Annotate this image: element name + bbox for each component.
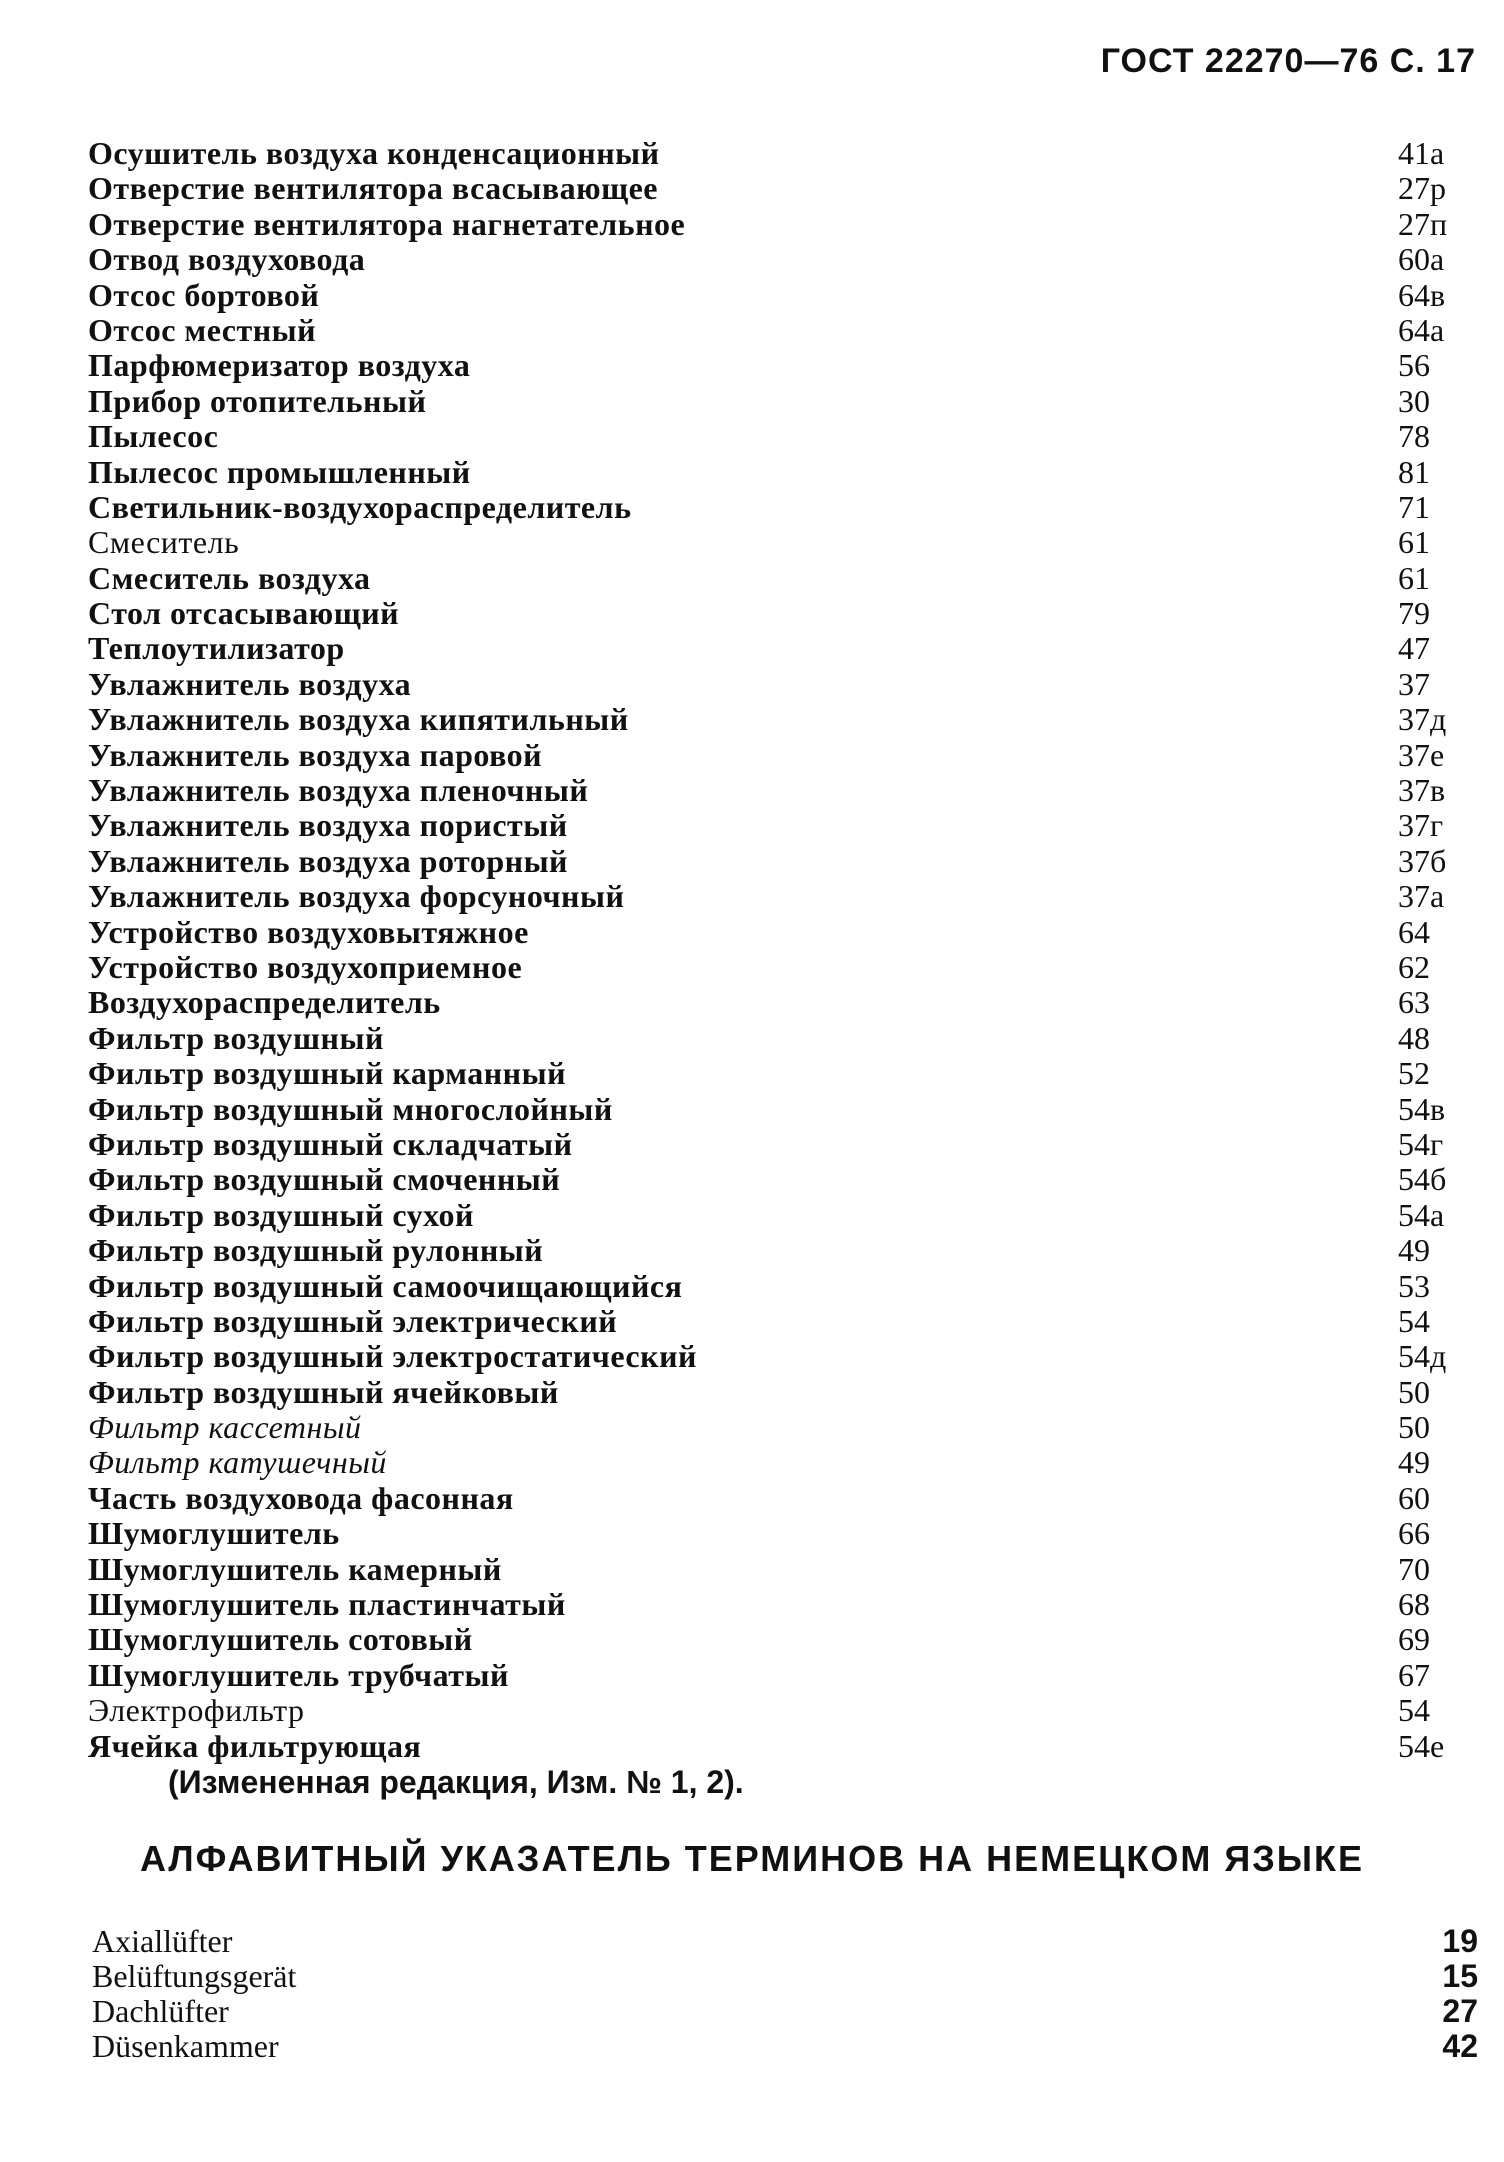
index-term: Фильтр воздушный карманный [88, 1055, 567, 1092]
index-number: 64 [1398, 913, 1430, 950]
index-number: 54 [1398, 1302, 1430, 1339]
index-number: 64в [1398, 276, 1446, 313]
german-term-index [92, 1924, 1478, 2064]
index-row [88, 1587, 1478, 1622]
index-number: 42 [1442, 2028, 1478, 2064]
index-number: 68 [1398, 1586, 1430, 1623]
index-number: 52 [1398, 1055, 1430, 1092]
index-row [88, 1056, 1478, 1091]
index-term: Воздухораспределитель [88, 984, 441, 1021]
index-term: Фильтр воздушный электрический [88, 1302, 618, 1339]
index-term: Шумоглушитель пластинчатый [88, 1586, 566, 1623]
index-number: 54 [1398, 1692, 1430, 1729]
index-term: Шумоглушитель сотовый [88, 1621, 473, 1658]
index-row [88, 596, 1478, 631]
index-term: Шумоглушитель трубчатый [88, 1656, 509, 1693]
index-number: 54а [1398, 1196, 1445, 1233]
index-number: 63 [1398, 984, 1430, 1021]
index-term: Фильтр воздушный смоченный [88, 1161, 561, 1198]
index-term: Ячейка фильтрующая [88, 1727, 422, 1764]
index-term: Пылесос [88, 418, 219, 455]
index-number: 64а [1398, 311, 1445, 348]
index-row [88, 1233, 1478, 1268]
index-number: 53 [1398, 1267, 1430, 1304]
index-row [88, 1092, 1478, 1127]
index-number: 49 [1398, 1444, 1430, 1481]
index-term: Устройство воздухоприемное [88, 948, 523, 985]
index-row [88, 1269, 1478, 1304]
index-row [88, 171, 1478, 206]
index-number: 54в [1398, 1090, 1446, 1127]
index-row [88, 1021, 1478, 1056]
index-row [88, 242, 1478, 277]
index-row [88, 384, 1478, 419]
index-row [88, 985, 1478, 1020]
index-row [88, 1658, 1478, 1693]
index-row [88, 915, 1478, 950]
index-term: Фильтр воздушный складчатый [88, 1125, 573, 1162]
index-row [92, 2029, 1478, 2064]
index-term: Фильтр кассетный [88, 1409, 362, 1446]
index-number: 37 [1398, 665, 1430, 702]
index-number: 61 [1398, 559, 1430, 596]
index-row [88, 1127, 1478, 1162]
index-number: 54г [1398, 1125, 1444, 1162]
index-row [88, 738, 1478, 773]
index-number: 66 [1398, 1515, 1430, 1552]
revision-note: (Измененная редакция, Изм. № 1, 2). [168, 1763, 744, 1800]
index-number: 69 [1398, 1621, 1430, 1658]
index-row [88, 1410, 1478, 1445]
index-number: 50 [1398, 1409, 1430, 1446]
index-term: Отсос местный [88, 311, 317, 348]
index-row [88, 1375, 1478, 1410]
index-number: 71 [1398, 488, 1430, 525]
index-number: 79 [1398, 595, 1430, 632]
index-number: 54б [1398, 1161, 1447, 1198]
index-number: 41а [1398, 135, 1445, 171]
index-row [88, 419, 1478, 454]
index-term: Шумоглушитель [88, 1515, 340, 1552]
index-term: Электрофильтр [88, 1692, 305, 1729]
index-term: Фильтр катушечный [88, 1444, 387, 1481]
index-row [88, 1304, 1478, 1339]
index-number: 70 [1398, 1550, 1430, 1587]
index-row [92, 1924, 1478, 1959]
index-row [88, 490, 1478, 525]
index-row [88, 1198, 1478, 1233]
index-row [88, 879, 1478, 914]
index-term: Фильтр воздушный самоочищающийся [88, 1267, 683, 1304]
index-number: 37е [1398, 736, 1445, 773]
index-row [88, 136, 1478, 171]
index-term: Светильник-воздухораспределитель [88, 488, 632, 525]
index-term: Фильтр воздушный электростатический [88, 1338, 697, 1375]
index-term: Belüftungsgerät [92, 1958, 297, 1994]
index-row [92, 1994, 1478, 2029]
index-term: Смеситель [88, 524, 240, 561]
index-term: Пылесос промышленный [88, 453, 471, 490]
index-term: Увлажнитель воздуха пористый [88, 807, 568, 844]
index-term: Часть воздуховода фасонная [88, 1479, 514, 1516]
index-term: Увлажнитель воздуха кипятильный [88, 701, 629, 738]
index-term: Фильтр воздушный рулонный [88, 1232, 544, 1269]
index-number: 56 [1398, 347, 1430, 384]
index-row [88, 1481, 1478, 1516]
index-number: 61 [1398, 524, 1430, 561]
index-row [88, 207, 1478, 242]
index-term: Увлажнитель воздуха форсуночный [88, 878, 625, 915]
index-term: Фильтр воздушный сухой [88, 1196, 474, 1233]
index-number: 54е [1398, 1727, 1445, 1764]
index-term: Осушитель воздуха конденсационный [88, 135, 660, 171]
index-row [88, 702, 1478, 737]
index-number: 78 [1398, 418, 1430, 455]
index-number: 60 [1398, 1479, 1430, 1516]
index-row [88, 1622, 1478, 1657]
index-term: Фильтр воздушный [88, 1019, 384, 1056]
index-term: Парфюмеризатор воздуха [88, 347, 471, 384]
index-term: Фильтр воздушный многослойный [88, 1090, 613, 1127]
index-row [88, 1162, 1478, 1197]
index-term: Отверстие вентилятора всасывающее [88, 170, 658, 207]
index-number: 30 [1398, 382, 1430, 419]
index-term: Устройство воздуховытяжное [88, 913, 529, 950]
index-number: 27р [1398, 170, 1446, 207]
index-term: Отвод воздуховода [88, 241, 366, 278]
index-row [88, 348, 1478, 383]
index-number: 19 [1442, 1923, 1478, 1959]
index-row [88, 1729, 1478, 1764]
index-row [88, 525, 1478, 560]
index-number: 67 [1398, 1656, 1430, 1693]
index-row [92, 1959, 1478, 1994]
index-term: Смеситель воздуха [88, 559, 371, 596]
index-number: 27п [1398, 205, 1448, 242]
index-number: 37г [1398, 807, 1444, 844]
index-number: 50 [1398, 1373, 1430, 1410]
index-row [88, 1552, 1478, 1587]
index-term: Увлажнитель воздуха паровой [88, 736, 543, 773]
index-term: Düsenkammer [92, 2028, 279, 2064]
index-term: Теплоутилизатор [88, 630, 345, 667]
index-number: 37а [1398, 878, 1445, 915]
index-term: Axiallüfter [92, 1923, 233, 1959]
index-row [88, 844, 1478, 879]
index-number: 37б [1398, 842, 1447, 879]
page-header: ГОСТ 22270—76 С. 17 [1100, 42, 1476, 80]
index-row [88, 1445, 1478, 1480]
section-title: АЛФАВИТНЫЙ УКАЗАТЕЛЬ ТЕРМИНОВ НА НЕМЕЦКОМ ЯЗЫКЕ [139, 1838, 1365, 1879]
index-row [88, 631, 1478, 666]
index-number: 27 [1442, 1993, 1478, 2029]
index-row [88, 808, 1478, 843]
index-row [88, 1516, 1478, 1551]
index-row [88, 1339, 1478, 1374]
index-term: Шумоглушитель камерный [88, 1550, 502, 1587]
russian-term-index [88, 136, 1478, 1800]
index-number: 81 [1398, 453, 1430, 490]
index-term: Увлажнитель воздуха роторный [88, 842, 568, 879]
index-row [88, 561, 1478, 596]
index-term: Увлажнитель воздуха [88, 665, 412, 702]
index-number: 49 [1398, 1232, 1430, 1269]
index-row [88, 455, 1478, 490]
index-row [88, 667, 1478, 702]
index-number: 60а [1398, 241, 1445, 278]
index-row [88, 313, 1478, 348]
index-number: 37д [1398, 701, 1447, 738]
index-term: Dachlüfter [92, 1993, 229, 2029]
index-row [88, 950, 1478, 985]
index-row [88, 773, 1478, 808]
index-term: Стол отсасывающий [88, 595, 400, 632]
index-term: Увлажнитель воздуха пленочный [88, 772, 589, 809]
index-term: Отсос бортовой [88, 276, 320, 313]
index-number: 48 [1398, 1019, 1430, 1056]
index-term: Прибор отопительный [88, 382, 427, 419]
index-number: 47 [1398, 630, 1430, 667]
index-term: Отверстие вентилятора нагнетательное [88, 205, 686, 242]
index-number: 37в [1398, 772, 1446, 809]
index-number: 15 [1442, 1958, 1478, 1994]
index-number: 62 [1398, 948, 1430, 985]
index-term: Фильтр воздушный ячейковый [88, 1373, 559, 1410]
index-row [88, 1693, 1478, 1728]
index-number: 54д [1398, 1338, 1447, 1375]
index-row [88, 278, 1478, 313]
